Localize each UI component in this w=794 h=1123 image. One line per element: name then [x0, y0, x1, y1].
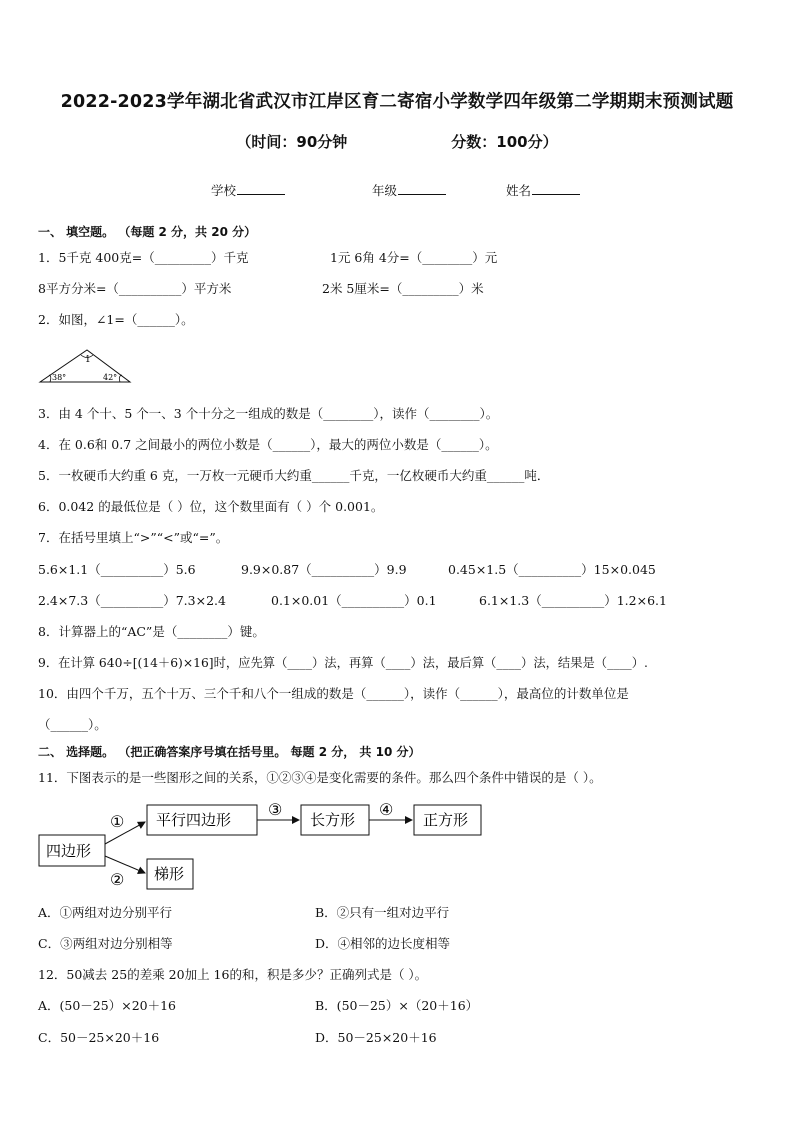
question-1d: 2米 5厘米=（_________）米 [322, 281, 484, 296]
question-12: 12．50减去 25的差乘 20加上 16的和，积是多少？正确列式是（ ）。 [38, 967, 428, 982]
question-1a: 1．5千克 400克=（_________）千克 [38, 250, 249, 265]
time-label: （时间：90分钟 [236, 133, 348, 151]
option-11d: D．④相邻的边长度相等 [315, 936, 451, 951]
option-12b: B．(50－25）×（20＋16） [315, 998, 479, 1013]
question-1c: 8平方分米=（__________）平方米 [38, 281, 232, 296]
question-1b: 1元 6角 4分=（________）元 [330, 250, 498, 265]
condition-2-label: ② [110, 870, 125, 889]
option-12a: A．(50－25）×20＋16 [38, 998, 177, 1013]
question-7b: 9.9×0.87（__________）9.9 [241, 562, 407, 577]
question-10-cont: （______）。 [38, 717, 107, 732]
question-10: 10．由四个千万，五个十万、三个千和八个一组成的数是（______），读作（______），最高位的计数单位是 [38, 686, 629, 701]
school-field: 学校 [211, 181, 285, 199]
question-11: 11．下图表示的是一些图形之间的关系，①②③④是变化需要的条件。那么四个条件中错误的是（ ）。 [38, 770, 602, 785]
option-11a: A．①两组对边分别平行 [38, 905, 173, 920]
shape-relation-diagram [36, 800, 486, 894]
question-8: 8．计算器上的“AC”是（________）键。 [38, 624, 265, 639]
score-label: 分数：100分） [451, 133, 558, 151]
question-9: 9．在计算 640÷[(14＋6)×16]时，应先算（____）法，再算（____）法，最后算（____）法，结果是（____）. [38, 656, 648, 670]
condition-3-label: ③ [268, 800, 283, 819]
svg-text:梯形: 梯形 [154, 865, 185, 883]
option-12d: D．50－25×20＋16 [315, 1030, 437, 1045]
svg-text:长方形: 长方形 [310, 811, 356, 829]
svg-text:平行四边形: 平行四边形 [156, 811, 232, 829]
angle-1-label: 1 [85, 355, 91, 365]
question-3: 3．由 4 个十、5 个一、3 个十分之一组成的数是（________），读作（________）。 [38, 406, 499, 421]
question-4: 4．在 0.6和 0.7 之间最小的两位小数是（______），最大的两位小数是（______）。 [38, 437, 498, 452]
question-7a: 5.6×1.1（__________）5.6 [38, 562, 196, 577]
option-11c: C．③两组对边分别相等 [38, 936, 173, 951]
option-11b: B．②只有一组对边平行 [315, 905, 450, 920]
question-7f: 6.1×1.3（__________）1.2×6.1 [479, 593, 667, 608]
option-12c: C．50－25×20＋16 [38, 1030, 160, 1045]
question-7e: 0.1×0.01（__________）0.1 [271, 593, 437, 608]
angle-left-label: 38° [52, 373, 67, 382]
question-7: 7．在括号里填上“>”“<”或“=”。 [38, 530, 229, 545]
condition-4-label: ④ [379, 800, 394, 819]
question-7c: 0.45×1.5（__________）15×0.045 [448, 562, 656, 577]
question-7d: 2.4×7.3（__________）7.3×2.4 [38, 593, 226, 608]
question-2: 2．如图，∠1=（______）。 [38, 312, 194, 327]
triangle-figure [38, 344, 134, 386]
section-heading-choice: 二、 选择题。 （把正确答案序号填在括号里。 每题 2 分， 共 10 分） [38, 745, 421, 759]
page-title: 2022-2023学年湖北省武汉市江岸区育二寄宿小学数学四年级第二学期期末预测试题 [60, 92, 734, 112]
angle-right-label: 42° [103, 373, 118, 382]
grade-field: 年级 [372, 181, 446, 199]
subtitle [0, 131, 794, 152]
svg-text:正方形: 正方形 [423, 811, 469, 829]
svg-text:四边形: 四边形 [46, 842, 92, 860]
question-5: 5．一枚硬币大约重 6 克，一万枚一元硬币大约重______千克，一亿枚硬币大约重______吨． [38, 468, 550, 483]
condition-1-label: ① [110, 812, 125, 831]
section-heading-fill: 一、 填空题。 （每题 2 分，共 20 分） [38, 225, 257, 239]
name-field: 姓名 [506, 181, 580, 199]
question-6: 6．0.042 的最低位是（ ）位，这个数里面有（ ）个 0.001。 [38, 499, 384, 514]
